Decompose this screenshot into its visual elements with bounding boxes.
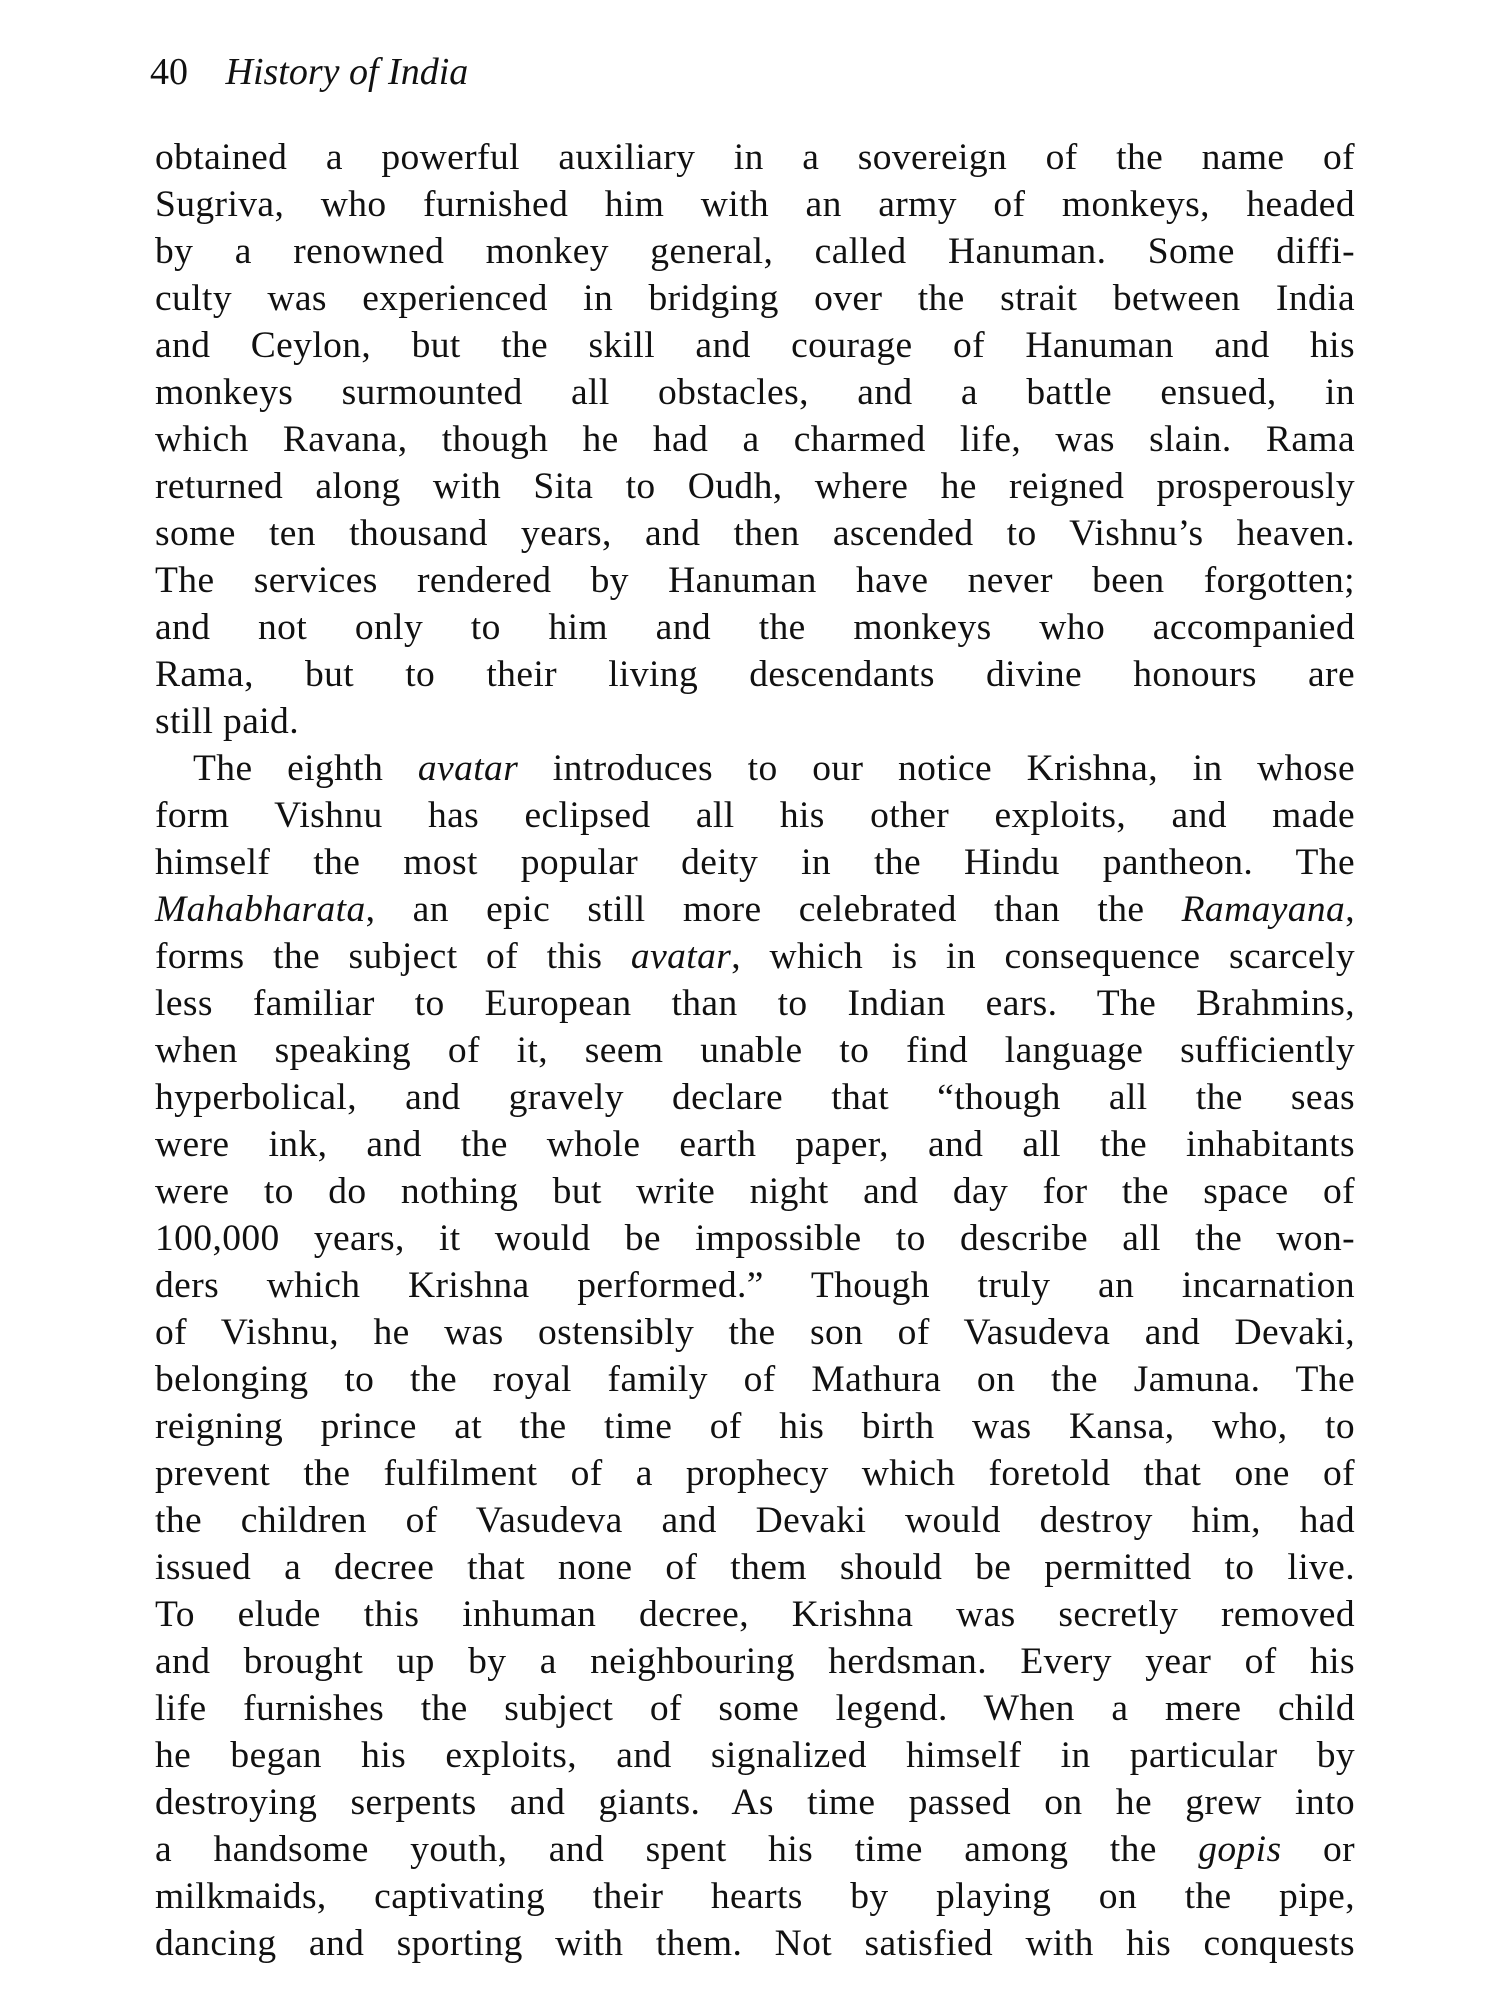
italic-term: Mahabharata: [155, 889, 366, 930]
text-line: issued a decree that none of them should be permitted to live.: [155, 1547, 1355, 1588]
text-line: culty was experienced in bridging over the strait between India: [155, 278, 1355, 319]
text-line: a handsome youth, and spent his time among the gopis or: [155, 1829, 1355, 1870]
text-line: reigning prince at the time of his birth was Kansa, who, to: [155, 1406, 1355, 1447]
text-line: The eighth avatar introduces to our notice Krishna, in whose: [193, 748, 1355, 789]
text-line: The services rendered by Hanuman have never been forgotten;: [155, 560, 1355, 601]
text-line: were ink, and the whole earth paper, and all the inhabitants: [155, 1124, 1355, 1165]
body-text: [155, 134, 1355, 1967]
text-line: and brought up by a neighbouring herdsman. Every year of his: [155, 1641, 1355, 1682]
text-line: dancing and sporting with them. Not satisfied with his conquests: [155, 1923, 1355, 1964]
text-line: less familiar to European than to Indian ears. The Brahmins,: [155, 983, 1355, 1024]
text-line: and not only to him and the monkeys who accompanied: [155, 607, 1355, 648]
text-line: and Ceylon, but the skill and courage of Hanuman and his: [155, 325, 1355, 366]
text-line: obtained a powerful auxiliary in a sovereign of the name of: [155, 137, 1355, 178]
italic-term: Ramayana: [1181, 889, 1346, 930]
text-line: some ten thousand years, and then ascended to Vishnu’s heaven.: [155, 513, 1355, 554]
text-line: forms the subject of this avatar, which is in consequence scarcely: [155, 936, 1355, 977]
text-line: returned along with Sita to Oudh, where he reigned prosperously: [155, 466, 1355, 507]
text-line: milkmaids, captivating their hearts by playing on the pipe,: [155, 1876, 1355, 1917]
italic-term: avatar: [630, 936, 732, 977]
text-line: he began his exploits, and signalized himself in particular by: [155, 1735, 1355, 1776]
text-line: which Ravana, though he had a charmed life, was slain. Rama: [155, 419, 1355, 460]
text-line: still paid.: [155, 701, 299, 742]
text-line: 100,000 years, it would be impossible to describe all the won-: [155, 1218, 1355, 1259]
text-line: monkeys surmounted all obstacles, and a battle ensued, in: [155, 372, 1355, 413]
text-line: ders which Krishna performed.” Though truly an incarnation: [155, 1265, 1355, 1306]
text-line: Rama, but to their living descendants divine honours are: [155, 654, 1355, 695]
italic-term: gopis: [1198, 1829, 1282, 1870]
book-title: History of India: [225, 51, 469, 93]
text-line: Mahabharata, an epic still more celebrated than the Ramayana,: [155, 889, 1355, 930]
text-line: Sugriva, who furnished him with an army of monkeys, headed: [155, 184, 1355, 225]
text-line: hyperbolical, and gravely declare that “though all the seas: [155, 1077, 1355, 1118]
text-line: of Vishnu, he was ostensibly the son of Vasudeva and Devaki,: [155, 1312, 1355, 1353]
text-line: belonging to the royal family of Mathura on the Jamuna. The: [155, 1359, 1355, 1400]
running-head: [150, 48, 468, 96]
text-line: To elude this inhuman decree, Krishna was secretly removed: [155, 1594, 1355, 1635]
text-line: were to do nothing but write night and day for the space of: [155, 1171, 1355, 1212]
text-line: destroying serpents and giants. As time passed on he grew into: [155, 1782, 1355, 1823]
text-line: prevent the fulfilment of a prophecy which foretold that one of: [155, 1453, 1355, 1494]
text-line: when speaking of it, seem unable to find language sufficiently: [155, 1030, 1355, 1071]
text-line: life furnishes the subject of some legend. When a mere child: [155, 1688, 1355, 1729]
text-line: by a renowned monkey general, called Hanuman. Some diffi-: [155, 231, 1355, 272]
italic-term: avatar: [417, 748, 519, 789]
text-line: the children of Vasudeva and Devaki would destroy him, had: [155, 1500, 1355, 1541]
text-line: form Vishnu has eclipsed all his other exploits, and made: [155, 795, 1355, 836]
text-line: himself the most popular deity in the Hindu pantheon. The: [155, 842, 1355, 883]
page-number: 40: [150, 51, 188, 93]
